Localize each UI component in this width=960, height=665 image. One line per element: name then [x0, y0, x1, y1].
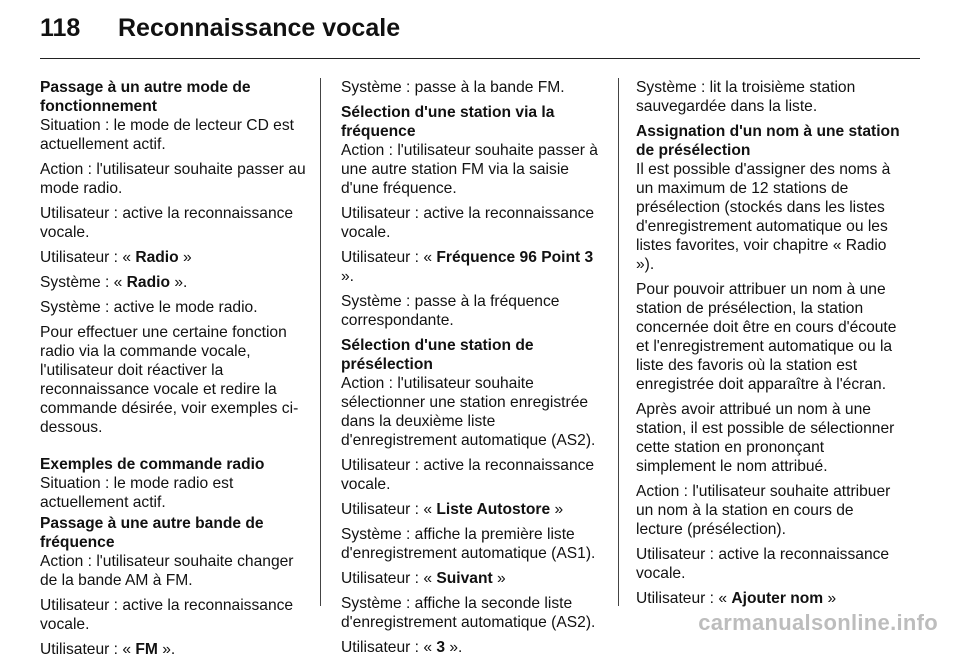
voice-command: Fréquence 96 Point 3	[436, 249, 594, 266]
column-divider	[320, 78, 321, 606]
paragraph: Utilisateur : « Suivant »	[341, 570, 506, 587]
voice-command: 3	[436, 639, 446, 656]
header-rule	[40, 58, 920, 59]
paragraph: Système : affiche la première liste d'enregistrement automatique (AS1).	[341, 526, 596, 562]
paragraph: Utilisateur : active la reconnaissance vocale.	[341, 457, 595, 493]
section-heading: Passage à une autre bande de fréquence	[40, 515, 264, 551]
paragraph: Utilisateur : « FM ».	[40, 641, 176, 658]
column-divider	[618, 78, 619, 606]
paragraph: Utilisateur : active la reconnaissance vocale.	[40, 205, 294, 241]
paragraph: Utilisateur : active la reconnaissance vocale.	[636, 546, 890, 582]
paragraph: Pour pouvoir attribuer un nom à une station de présélection, la station concernée doit être en cours d'écoute et l'enregistrement automatique ou la liste des favoris où la station est enregistrée doit apparaître à l'écran.	[636, 281, 897, 393]
voice-command: Liste Autostore	[436, 501, 551, 518]
paragraph: Action : l'utilisateur souhaite changer de la bande AM à FM.	[40, 553, 294, 589]
paragraph: Il est possible d'assigner des noms à un maximum de 12 stations de présélection (stockés dans les listes d'enregistrement automatique ou les listes favorites, voir chapitre « Radio »).	[636, 161, 891, 273]
paragraph: Utilisateur : « Radio »	[40, 249, 192, 266]
paragraph: Pour effectuer une certaine fonction radio via la commande vocale, l'utilisateur doit réactiver la reconnaissance vocale et redire la commande désirée, voir exemples ci-dessous.	[40, 324, 299, 436]
paragraph: Utilisateur : « 3 ».	[341, 639, 463, 656]
paragraph: Utilisateur : active la reconnaissance vocale.	[341, 205, 595, 241]
voice-command: Suivant	[436, 570, 493, 587]
paragraph: Système : « Radio ».	[40, 274, 188, 291]
paragraph: Système : affiche la seconde liste d'enregistrement automatique (AS2).	[341, 595, 596, 631]
page-number: 118	[40, 14, 81, 42]
paragraph: Situation : le mode de lecteur CD est actuellement actif.	[40, 117, 294, 153]
column-2	[341, 78, 609, 663]
page-title: Reconnaissance vocale	[118, 14, 401, 42]
page-header	[0, 0, 960, 62]
paragraph: Après avoir attribué un nom à une station, il est possible de sélectionner cette station en prononçant simplement le nom attribué.	[636, 401, 895, 475]
paragraph: Système : active le mode radio.	[40, 299, 258, 316]
paragraph: Utilisateur : « Fréquence 96 Point 3 ».	[341, 249, 594, 285]
paragraph: Système : lit la troisième station sauvegardée dans la liste.	[636, 79, 856, 115]
paragraph: Action : l'utilisateur souhaite passer au mode radio.	[40, 161, 306, 197]
paragraph: Situation : le mode radio est actuellement actif.	[40, 475, 234, 511]
paragraph: Utilisateur : « Liste Autostore »	[341, 501, 564, 518]
section-heading: Sélection d'une station via la fréquence	[341, 104, 555, 140]
section-heading: Passage à un autre mode de fonctionnement	[40, 79, 251, 115]
paragraph: Action : l'utilisateur souhaite sélectionner une station enregistrée dans la deuxième liste d'enregistrement automatique (AS2).	[341, 375, 596, 449]
section-heading: Assignation d'un nom à une station de présélection	[636, 123, 900, 159]
paragraph: Utilisateur : « Ajouter nom »	[636, 590, 837, 607]
voice-command: Radio	[126, 274, 170, 291]
paragraph: Système : passe à la fréquence correspondante.	[341, 293, 560, 329]
column-1	[40, 78, 308, 665]
voice-command: Ajouter nom	[731, 590, 824, 607]
paragraph: Utilisateur : active la reconnaissance vocale.	[40, 597, 294, 633]
paragraph: Action : l'utilisateur souhaite attribuer un nom à la station en cours de lecture (présélection).	[636, 483, 891, 538]
section-heading: Sélection d'une station de présélection	[341, 337, 534, 373]
voice-command: Radio	[135, 249, 179, 266]
column-3	[636, 78, 904, 614]
voice-command: FM	[135, 641, 158, 658]
watermark: carmanualsonline.info	[698, 610, 938, 635]
section-heading: Exemples de commande radio	[40, 456, 265, 473]
paragraph: Action : l'utilisateur souhaite passer à une autre station FM via la saisie d'une fréquence.	[341, 142, 598, 197]
paragraph: Système : passe à la bande FM.	[341, 79, 565, 96]
